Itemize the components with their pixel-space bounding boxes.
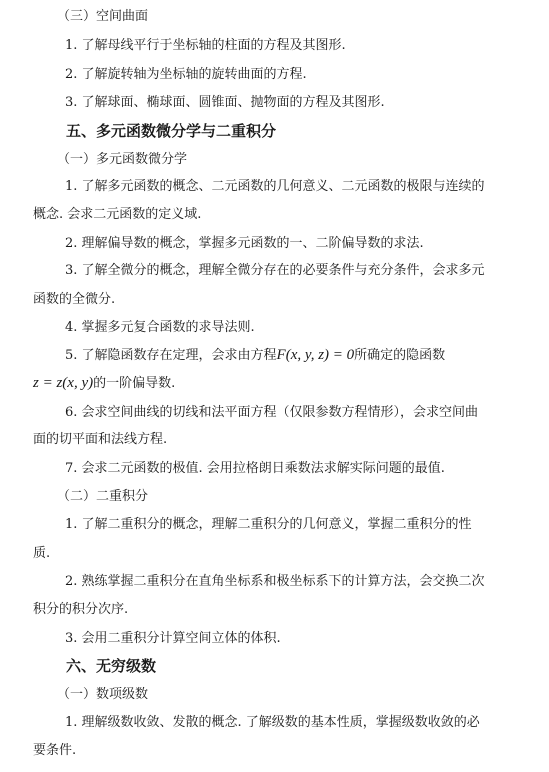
list-item-text: 5. 了解隐函数存在定理，会求由方程 xyxy=(65,348,277,363)
section-6-1-subtitle: （一）数项级数 xyxy=(57,687,149,702)
section-5-1-subtitle: （一）多元函数微分学 xyxy=(57,152,188,167)
equation: z = z(x, y) xyxy=(33,375,94,391)
list-item-continuation: 要条件. xyxy=(33,743,77,758)
section-6-heading: 六、无穷级数 xyxy=(66,657,157,675)
list-item-continuation: 积分的积分次序. xyxy=(33,602,129,617)
list-item: 2. 理解偏导数的概念，掌握多元函数的一、二阶偏导数的求法. xyxy=(65,236,424,251)
section-3-subtitle: （三）空间曲面 xyxy=(57,9,149,24)
list-item: 6. 会求空间曲线的切线和法平面方程（仅限参数方程情形），会求空间曲 xyxy=(65,405,479,420)
list-item: 1. 理解级数收敛、发散的概念. 了解级数的基本性质，掌握级数收敛的必 xyxy=(65,715,480,730)
list-item: 4. 掌握多元复合函数的求导法则. xyxy=(65,320,255,335)
list-item-continuation: 函数的全微分. xyxy=(33,292,116,307)
list-item: 2. 熟练掌握二重积分在直角坐标系和极坐标系下的计算方法，会交换二次 xyxy=(65,574,485,589)
list-item: 1. 了解母线平行于坐标轴的柱面的方程及其图形. xyxy=(65,38,346,53)
list-item: 3. 了解全微分的概念，理解全微分存在的必要条件与充分条件，会求多元 xyxy=(65,263,485,278)
list-item: 3. 会用二重积分计算空间立体的体积. xyxy=(65,631,281,646)
list-item: 7. 会求二元函数的极值. 会用拉格朗日乘数法求解实际问题的最值. xyxy=(65,461,445,476)
list-item-continuation xyxy=(33,374,175,393)
list-item: 3. 了解球面、椭球面、圆锥面、抛物面的方程及其图形. xyxy=(65,95,385,110)
equation: F(x, y, z) = 0 xyxy=(276,347,355,363)
list-item: 1. 了解二重积分的概念，理解二重积分的几何意义，掌握二重积分的性 xyxy=(65,517,472,532)
list-item-continuation: 面的切平面和法线方程. xyxy=(33,432,168,447)
list-item-continuation: 质. xyxy=(33,546,51,561)
list-item: 1. 了解多元函数的概念、二元函数的几何意义、二元函数的极限与连续的 xyxy=(65,179,485,194)
list-item-text: 所确定的隐函数 xyxy=(354,348,446,363)
section-5-2-subtitle: （二）二重积分 xyxy=(57,489,149,504)
list-item xyxy=(65,346,445,365)
list-item-text: 的一阶偏导数. xyxy=(93,376,176,391)
section-5-heading: 五、多元函数微分学与二重积分 xyxy=(66,122,277,140)
list-item-continuation: 概念. 会求二元函数的定义域. xyxy=(33,207,202,222)
list-item: 2. 了解旋转轴为坐标轴的旋转曲面的方程. xyxy=(65,67,307,82)
